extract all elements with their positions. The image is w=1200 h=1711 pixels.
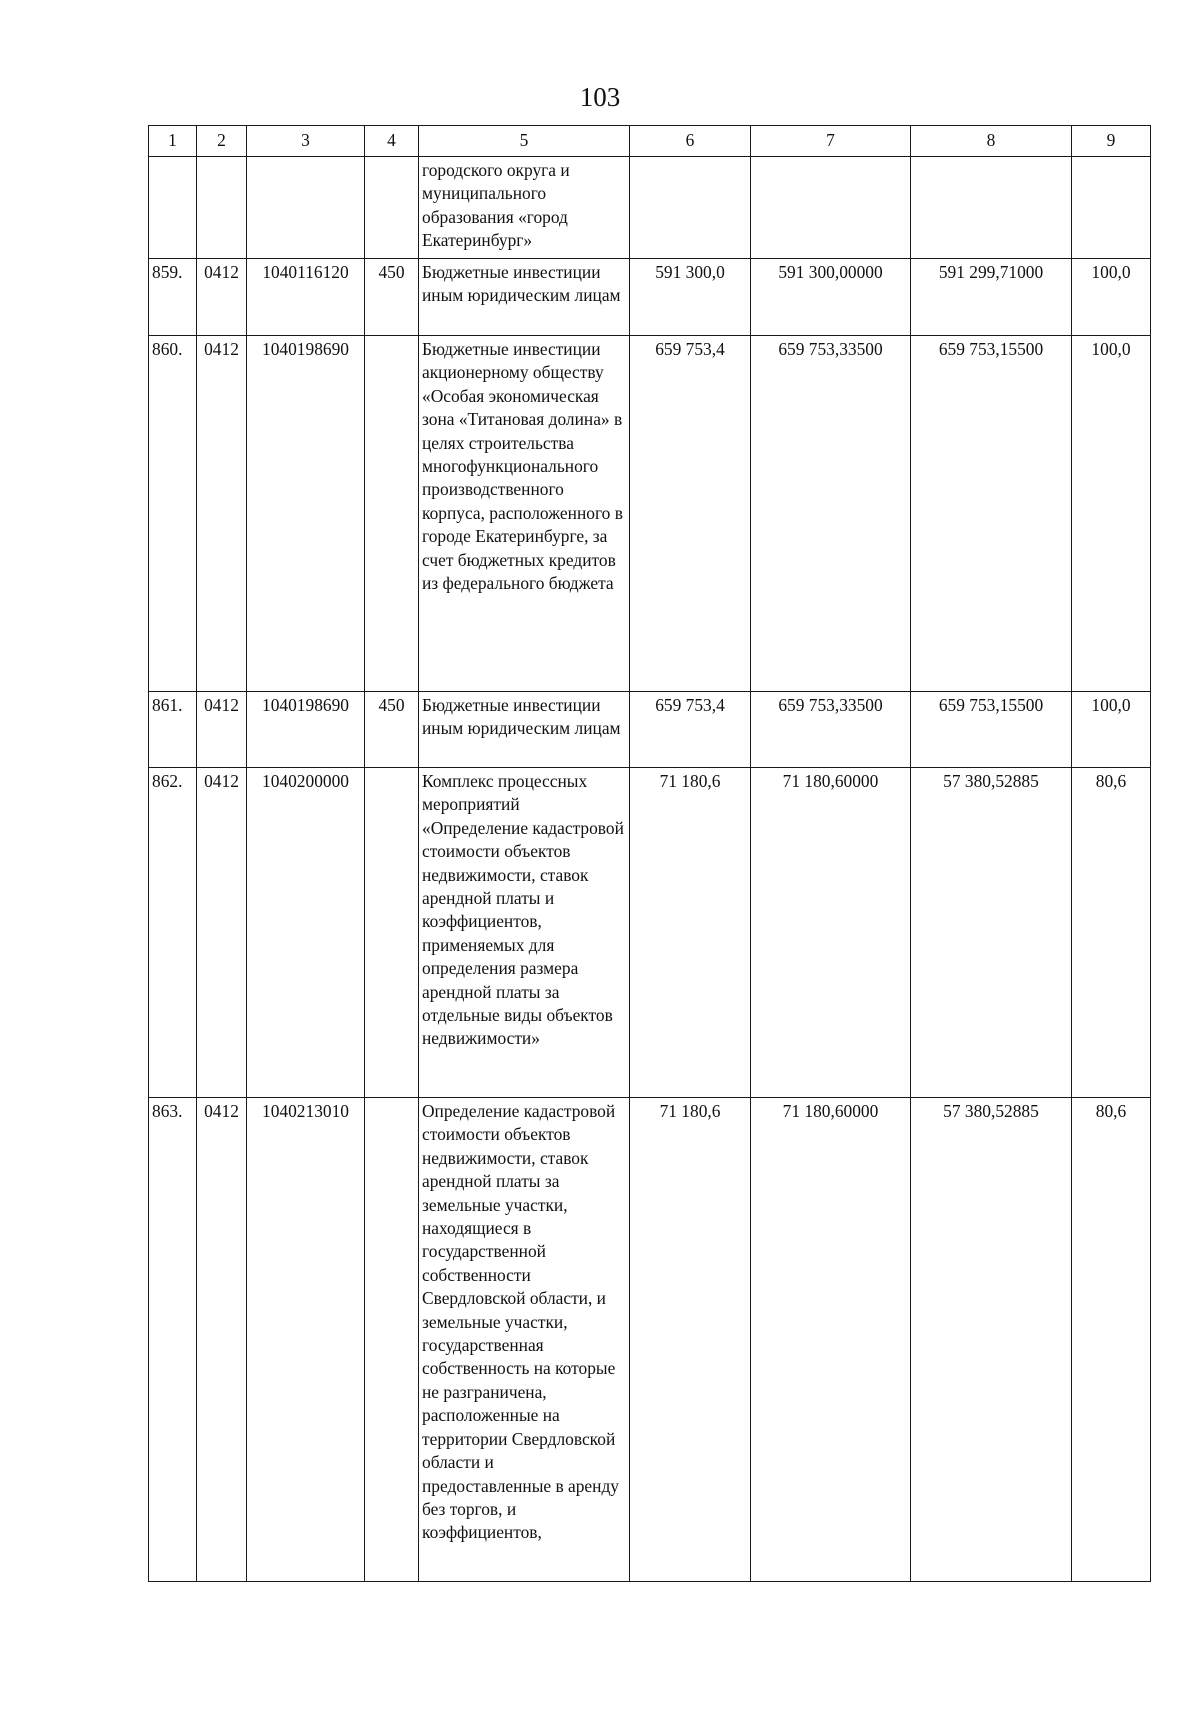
- section-code: [197, 157, 247, 259]
- table-row: [149, 1098, 1151, 1582]
- expense-type: 450: [365, 259, 419, 336]
- row-number: 859.: [149, 259, 197, 336]
- column-header: 3: [247, 126, 365, 157]
- section-code: 0412: [197, 1098, 247, 1582]
- row-description: Бюджетные инвестиции акционерному обществу «Особая экономическая зона «Титановая долина» в целях строительства многофункционального производственного корпуса, расположенного в городе Екатеринбурге, за счет бюджетных кредитов из федерального бюджета: [419, 336, 630, 692]
- amount-col7: 71 180,60000: [751, 768, 911, 1098]
- column-header: 7: [751, 126, 911, 157]
- column-header: 5: [419, 126, 630, 157]
- amount-col7: 659 753,33500: [751, 336, 911, 692]
- percent-col9: 80,6: [1072, 768, 1151, 1098]
- row-description: Комплекс процессных мероприятий «Определение кадастровой стоимости объектов недвижимости, ставок арендной платы и коэффициентов, применяемых для определения размера арендной платы за отдельные виды объектов недвижимости»: [419, 768, 630, 1098]
- table-row: [149, 692, 1151, 768]
- amount-col8: 659 753,15500: [911, 692, 1072, 768]
- budget-table: [148, 125, 1151, 1582]
- row-description: Бюджетные инвестиции иным юридическим лицам: [419, 692, 630, 768]
- row-number: 862.: [149, 768, 197, 1098]
- column-header: 1: [149, 126, 197, 157]
- target-code: 1040213010: [247, 1098, 365, 1582]
- column-header: 6: [630, 126, 751, 157]
- expense-type: 450: [365, 692, 419, 768]
- section-code: 0412: [197, 768, 247, 1098]
- target-code: 1040198690: [247, 692, 365, 768]
- percent-col9: 80,6: [1072, 1098, 1151, 1582]
- expense-type: [365, 1098, 419, 1582]
- amount-col8: 57 380,52885: [911, 1098, 1072, 1582]
- row-description: городского округа и муниципального образования «город Екатеринбург»: [419, 157, 630, 259]
- amount-col6: 71 180,6: [630, 1098, 751, 1582]
- amount-col7: 591 300,00000: [751, 259, 911, 336]
- row-number: 860.: [149, 336, 197, 692]
- amount-col7: [751, 157, 911, 259]
- header-row: [149, 126, 1151, 157]
- page-number: 103: [579, 82, 621, 112]
- section-code: 0412: [197, 259, 247, 336]
- amount-col8: 57 380,52885: [911, 768, 1072, 1098]
- table-row: [149, 157, 1151, 259]
- target-code: 1040116120: [247, 259, 365, 336]
- percent-col9: 100,0: [1072, 692, 1151, 768]
- amount-col7: 71 180,60000: [751, 1098, 911, 1582]
- column-header: 8: [911, 126, 1072, 157]
- column-header: 4: [365, 126, 419, 157]
- percent-col9: [1072, 157, 1151, 259]
- row-number: 863.: [149, 1098, 197, 1582]
- table-row: [149, 259, 1151, 336]
- amount-col8: 591 299,71000: [911, 259, 1072, 336]
- target-code: 1040198690: [247, 336, 365, 692]
- expense-type: [365, 336, 419, 692]
- row-number: 861.: [149, 692, 197, 768]
- expense-type: [365, 157, 419, 259]
- amount-col6: 659 753,4: [630, 692, 751, 768]
- amount-col6: [630, 157, 751, 259]
- amount-col7: 659 753,33500: [751, 692, 911, 768]
- section-code: 0412: [197, 692, 247, 768]
- amount-col6: 71 180,6: [630, 768, 751, 1098]
- row-description: Определение кадастровой стоимости объектов недвижимости, ставок арендной платы за земельные участки, находящиеся в государственной собственности Свердловской области, и земельные участки, государственная собственность на которые не разграничена, расположенные на территории Свердловской области и предоставленные в аренду без торгов, и коэффициентов,: [419, 1098, 630, 1582]
- section-code: 0412: [197, 336, 247, 692]
- amount-col6: 591 300,0: [630, 259, 751, 336]
- percent-col9: 100,0: [1072, 336, 1151, 692]
- row-number: [149, 157, 197, 259]
- row-description: Бюджетные инвестиции иным юридическим лицам: [419, 259, 630, 336]
- column-header: 9: [1072, 126, 1151, 157]
- percent-col9: 100,0: [1072, 259, 1151, 336]
- target-code: [247, 157, 365, 259]
- table-row: [149, 768, 1151, 1098]
- table-row: [149, 336, 1151, 692]
- amount-col8: [911, 157, 1072, 259]
- amount-col6: 659 753,4: [630, 336, 751, 692]
- amount-col8: 659 753,15500: [911, 336, 1072, 692]
- column-header: 2: [197, 126, 247, 157]
- expense-type: [365, 768, 419, 1098]
- target-code: 1040200000: [247, 768, 365, 1098]
